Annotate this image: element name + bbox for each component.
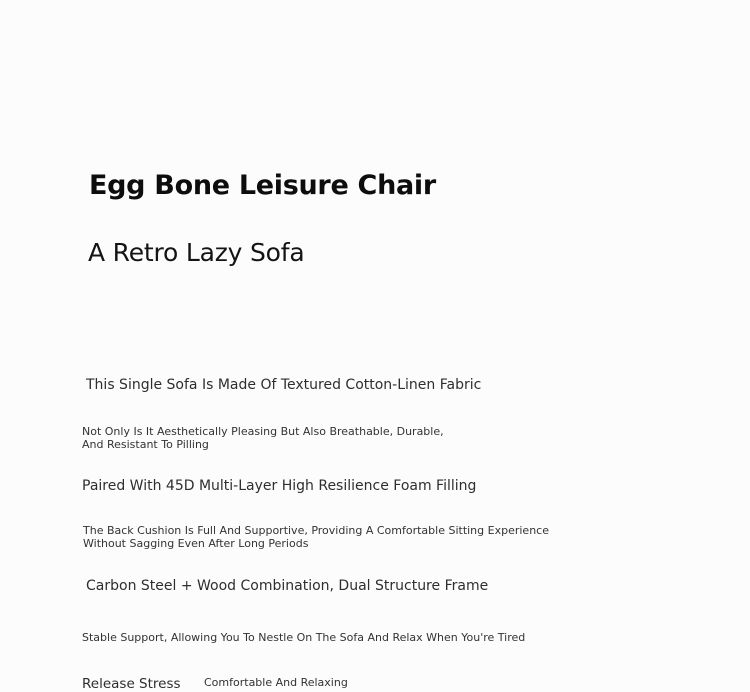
feature-description-stress: Comfortable And Relaxing xyxy=(204,676,348,689)
feature-heading-stress: Release Stress xyxy=(82,676,181,692)
feature-heading-frame: Carbon Steel + Wood Combination, Dual Structure Frame xyxy=(86,578,489,594)
feature-heading-foam: Paired With 45D Multi-Layer High Resilience Foam Filling xyxy=(82,478,477,494)
feature-description-frame: Stable Support, Allowing You To Nestle On The Sofa And Relax When You're Tired xyxy=(82,631,526,644)
product-title: Egg Bone Leisure Chair xyxy=(89,170,436,201)
feature-description-foam: The Back Cushion Is Full And Supportive, Providing A Comfortable Sitting Experience Without Sagging Even After Long Periods xyxy=(83,524,549,550)
feature-heading-fabric: This Single Sofa Is Made Of Textured Cotton-Linen Fabric xyxy=(86,377,482,393)
feature-description-fabric: Not Only Is It Aesthetically Pleasing But Also Breathable, Durable, And Resistant To Pilling xyxy=(82,425,444,451)
product-subtitle: A Retro Lazy Sofa xyxy=(88,238,305,267)
